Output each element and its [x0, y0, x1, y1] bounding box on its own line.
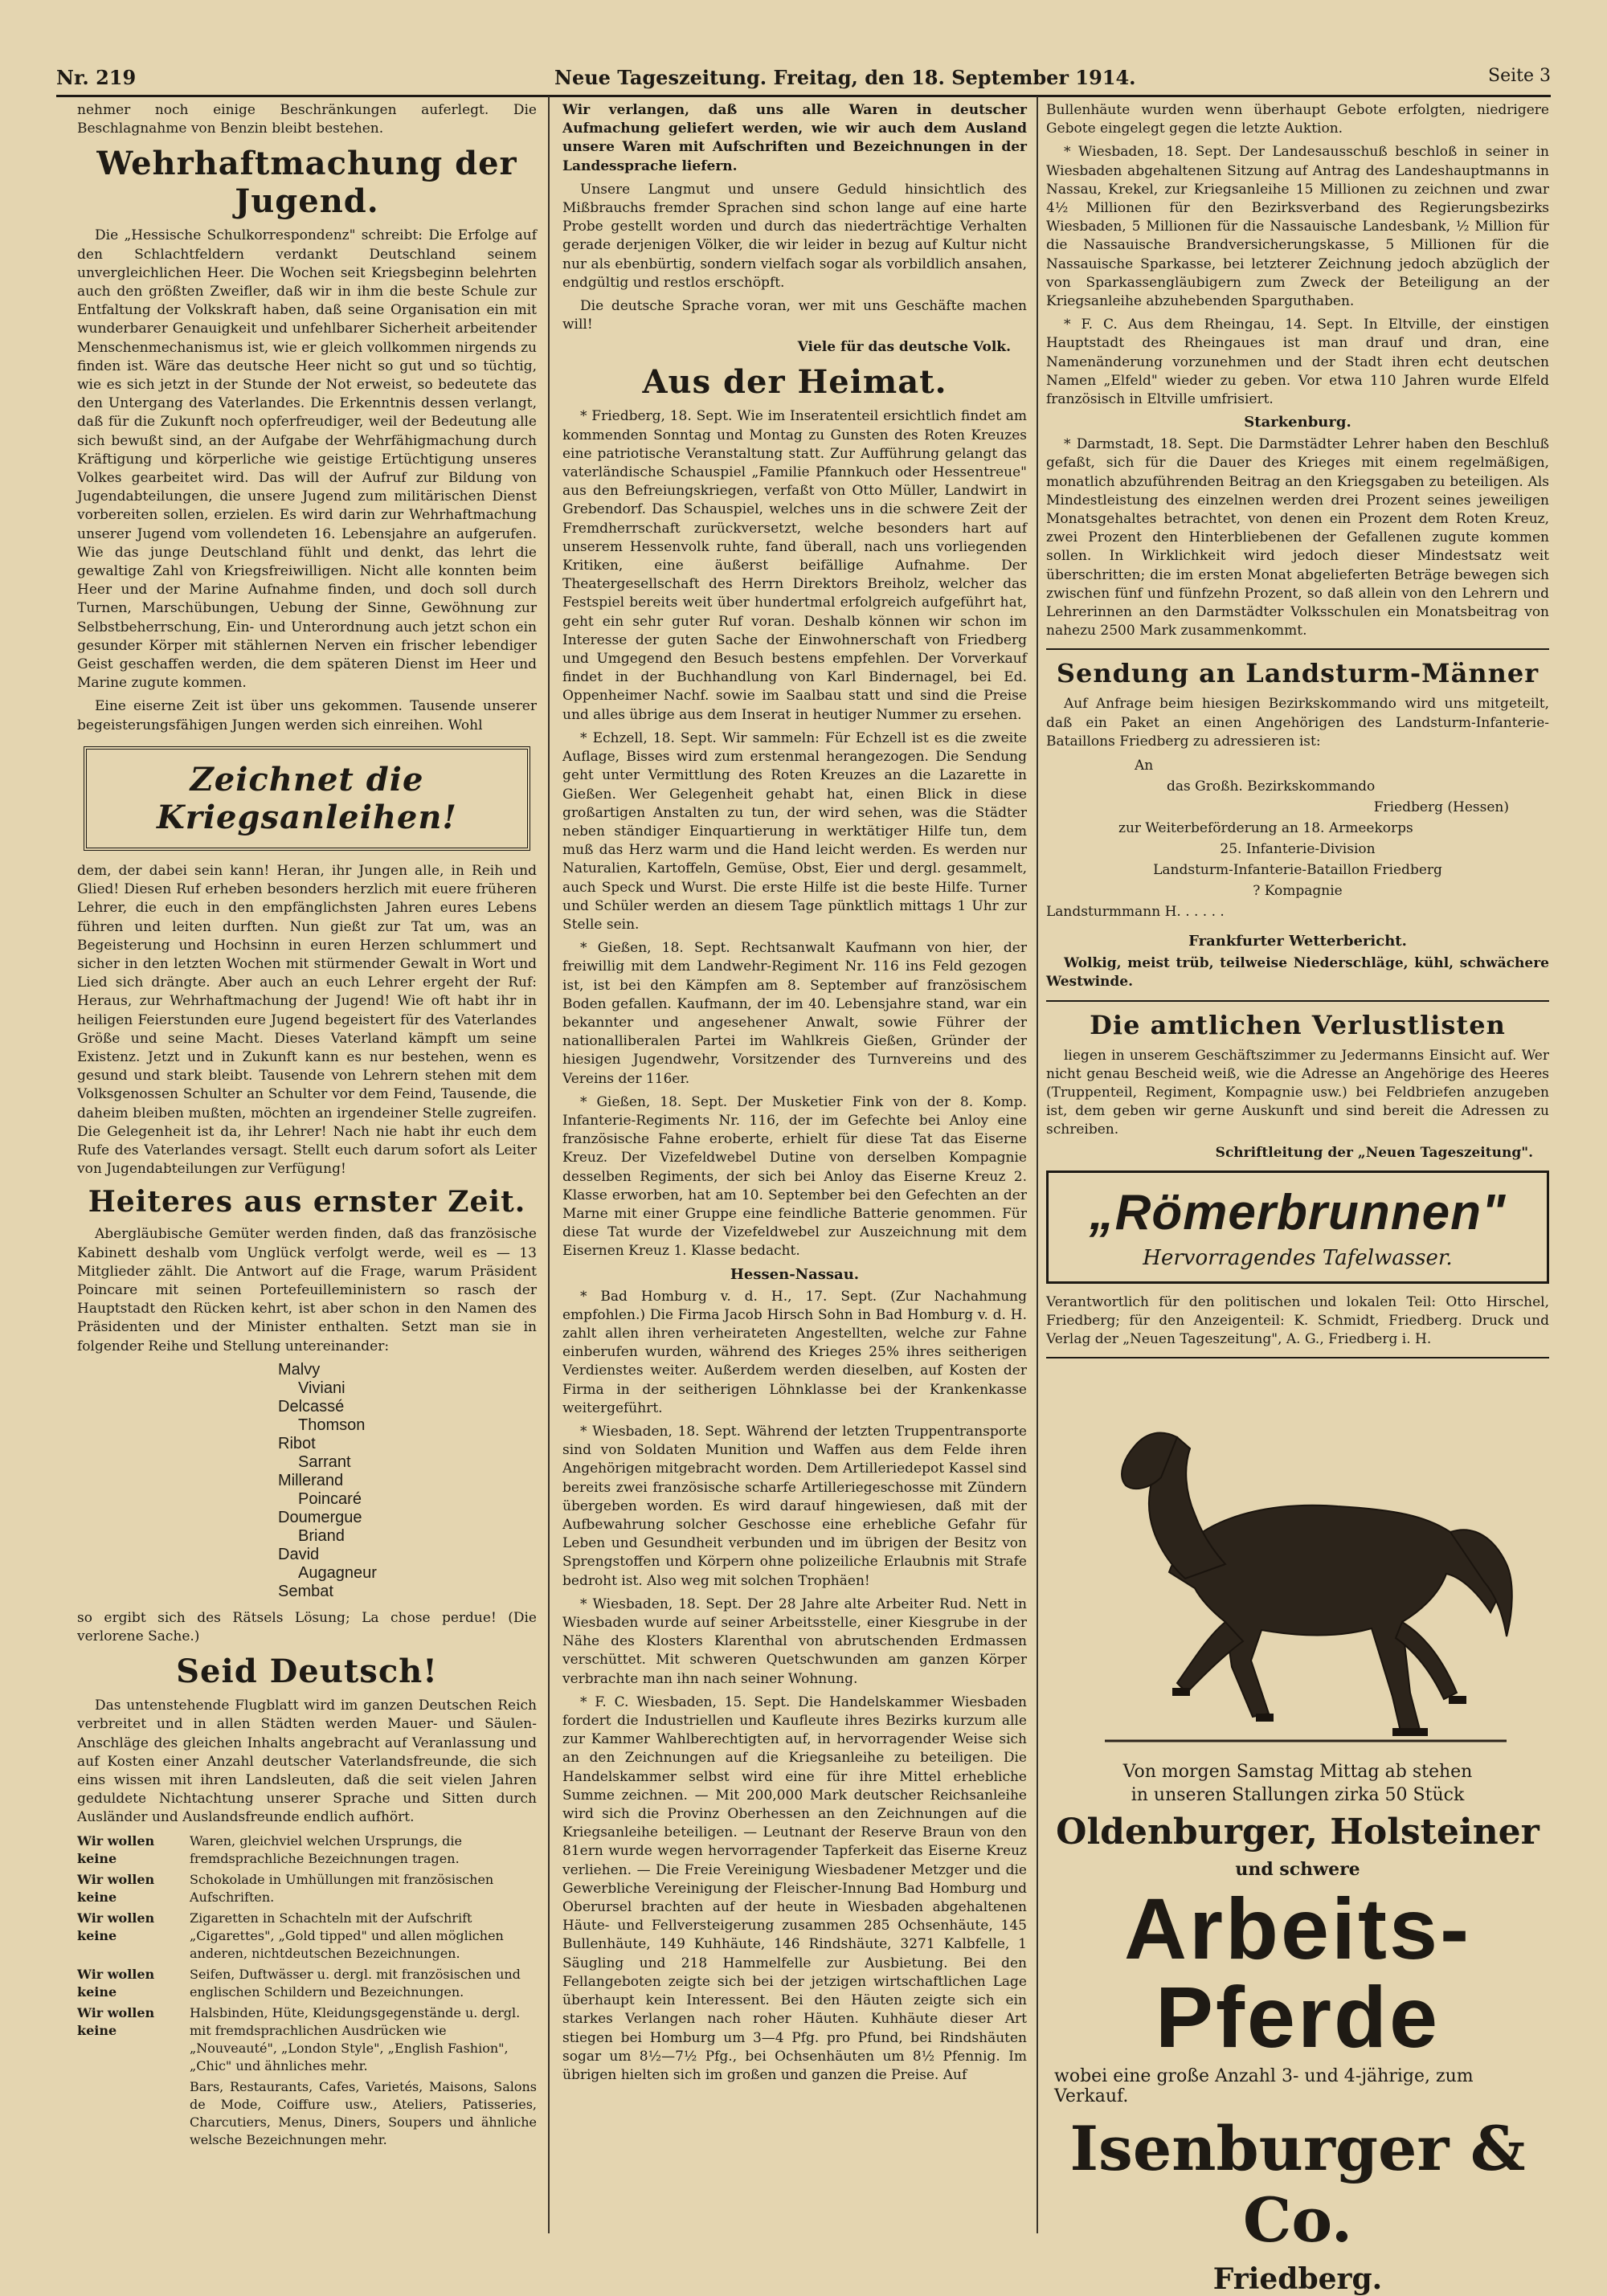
news-item: * F. C. Aus dem Rheingau, 14. Sept. In Eltville, der einstigen Hauptstadt des Rheingaues ist man drauf und dran, eine Namenänderung vorzunehmen und der Stadt ihren echt deutschen Namen „Elfeld" wieder zu geben. Vor etwa 110 Jahren wurde Elfeld französisch in Eltville umfrisiert. — [1046, 317, 1549, 408]
demand-label: Wir wollen keine — [77, 1871, 155, 1905]
issue-number: Nr. 219 — [56, 66, 137, 89]
minister-name: Briand — [298, 1526, 345, 1545]
minister-name: Poincaré — [298, 1489, 362, 1508]
demand-text: Schokolade in Umhüllungen mit französischen Aufschriften. — [190, 1871, 494, 1905]
demand-row — [77, 1966, 537, 2001]
imprint: Verantwortlich für den politischen und lokalen Teil: Otto Hirschel, Friedberg; für den Anzeigenteil: K. Schmidt, Friedberg. Druck und Verlag der „Neuen Tageszeitung", A. G., Friedberg i. H. — [1046, 1293, 1549, 1347]
paragraph: Bars, Restaurants, Cafes, Varietés, Maisons, Salons de Mode, Coiffure usw., Ateliers, Patisseries, Charcutiers, Menus, Diners, Soupers und ähnliche welsche Bezeichnungen mehr. — [190, 2078, 537, 2147]
demand-label: Wir wollen keine — [77, 1966, 155, 2000]
minister-name: Thomson — [298, 1416, 366, 1434]
war-bond-box: Zeichnet die Kriegsanleihen! — [84, 746, 530, 851]
minister-name: Malvy — [278, 1360, 321, 1379]
article-heading: Wehrhaftmachung der Jugend. — [96, 145, 517, 221]
news-item: * Gießen, 18. Sept. Rechtsanwalt Kaufmann von hier, der freiwillig mit dem Landwehr-Regiment Nr. 116 ins Feld gezogen ist, ist bei den Kämpfen am 8. September auf französischem Boden gefallen. Kaufmann, der im 40. Lebensjahre stand, war ein bekannter und angesehener Anwalt, sowie Führer der nationalliberalen Partei im Wahlkreis Gießen, Gründer der hiesigen Jugendwehr, Vorsitzender des Turnvereins und des Vereins der 116er. — [562, 940, 1027, 1087]
column-1 — [77, 101, 537, 2230]
demand-text: Halsbinden, Hüte, Kleidungsgegenstände u. dergl. mit fremdsprachlichen Ausdrücken wie „Nouveauté", „London Style", „English Fashion", „Chic" und ähnliches mehr. — [190, 2004, 521, 2073]
minister-name: Doumergue — [278, 1508, 362, 1526]
news-item: * Wiesbaden, 18. Sept. Der 28 Jahre alte Arbeiter Rud. Nett in Wiesbaden wurde auf seiner Arbeitsstelle, einer Kiesgrube in der Nähe des Klosters Klarenthal von abrutschenden Erdmassen verschüttet. Mit schweren Quetschwunden am ganzen Körper verbrachte man ihn nach seiner Wohnung. — [562, 1595, 1027, 1687]
horse-illustration — [1073, 1371, 1523, 1757]
ad-subtitle: Hervorragendes Tafelwasser. — [1143, 1245, 1453, 1270]
demand-row — [77, 1871, 537, 1906]
column-3 — [1046, 101, 1549, 2296]
weather-report: Wolkig, meist trüb, teilweise Niederschläge, kühl, schwächere Westwinde. — [1046, 955, 1549, 991]
news-item: * Wiesbaden, 18. Sept. Während der letzten Truppentransporte sind von Soldaten Munition und Waffen aus dem Felde ihren Angehörigen mitgebracht worden. Dem Artilleriedepot Kassel sind bereits zwei französische scharfe Artilleriegeschosse mit Zündern übergeben worden. Es wird darauf hingewiesen, daß mit der Aufbewahrung solcher Geschosse eine erhebliche Gefahr für Leben und Gesundheit verbunden und im übrigen der Besitz von Sprengstoffen und Körpern ohne polizeiliche Erlaubnis mit Strafe bedroht ist. Also weg mit solchen Trophäen! — [562, 1424, 1027, 1589]
paragraph: so ergibt sich des Rätsels Lösung; La chose perdue! (Die verlorene Sache.) — [77, 1609, 537, 1644]
demand-label: Wir wollen keine — [77, 1832, 155, 1866]
signature: Schriftleitung der „Neuen Tageszeitung". — [1215, 1144, 1533, 1161]
paragraph: Wir verlangen, daß uns alle Waren in deutscher Aufmachung geliefert werden, wie wir auch dem Ausland unsere Waren mit Aufschriften und Bezeichnungen in der Landessprache liefern. — [562, 102, 1027, 174]
minister-name: Viviani — [298, 1379, 346, 1397]
ad-headline: Arbeits-Pferde — [1123, 1880, 1472, 2066]
address-line: An — [1135, 758, 1154, 774]
paragraph: dem, der dabei sein kann! Heran, ihr Jungen alle, in Reih und Glied! Diesen Ruf erheben besonders herzlich mit euere früheren Lehrer, die euch in den empfänglichsten Jahren eures Lebens führen und leiten durften. Nun gießt zur Tat um, was an Begeisterung und Hochsinn in euren Herzen schlummert und sicher in den letzten Wochen mit stürmender Gewalt in Wort und Lied sich drängte. Aber auch an euch Lehrer ergeht der Ruf: Heraus, zur Wehrhaftmachung der Jugend! Wie oft habt ihr in heiligen Feierstunden eure Jugend begeistert für des Vaterlandes Größe und seine Macht. Dieses Vaterland kämpft um seine Existenz. Jetzt und in Zukunft kann es nur bestehen, wenn es gesund und stark bleibt. Tausende von Lehrern stehen mit dem Volksgenossen Schulter an Schulter vor dem Feind, Tausende, die daheim bleiben mußten, möchten an irgendeiner Stelle zugreifen. Die Gelegenheit ist da, ihr Lehrer! Nach nie habt ihr euch dem Rufe des Vaterlandes versagt. Stellt euch darum sofort als Leiter von Jugendabteilungen zur Verfügung! — [77, 862, 537, 1178]
intro-paragraph: nehmer noch einige Beschränkungen auferlegt. Die Beschlagnahme von Benzin bleibt bestehen. — [77, 102, 537, 137]
minister-name: Sarrant — [298, 1452, 351, 1471]
paragraph: Eine eiserne Zeit ist über uns gekommen. Tausende unserer begeisterungsfähigen Jungen werden sich einreihen. Wohl — [77, 698, 537, 733]
page-header — [56, 61, 1551, 93]
address-line: ? Kompagnie — [1253, 883, 1343, 900]
demand-row — [77, 1832, 537, 1868]
news-item: * Echzell, 18. Sept. Wir sammeln: Für Echzell ist es die zweite Auflage, Bisses wird zum erstenmal herangezogen. Die Sendung geht unter Vermittlung des Roten Kreuzes an die Lazarette in Gießen. Wer Gelegenheit gehabt hat, einen Blick in diese großartigen Anstalten zu tun, der wird sehen, was die Städter neben ständiger Einquartierung in werktätiger Hilfe tun, dem muß das Herz warm und die Hand leicht werden. Es werden nur Naturalien, Kartoffeln, Gemüse, Obst, Eier und dergl. gesammelt, auch Speck und Wurst. Die erste Hilfe ist die beste Hilfe. Turner und Schüler werden an diesem Tage pünktlich mittags 1 Uhr zur Stelle sein. — [562, 729, 1027, 933]
paragraph: Auf Anfrage beim hiesigen Bezirkskommando wird uns mitgeteilt, daß ein Paket an einen Angehörigen des Landsturm-Infanterie-Bataillons Friedberg zu adressieren ist: — [1046, 696, 1549, 750]
ad-text: Von morgen Samstag Mittag ab stehen — [1122, 1762, 1473, 1783]
address-line: Friedberg (Hessen) — [1373, 799, 1509, 816]
divider — [1046, 1000, 1549, 1002]
address-line: 25. Infanterie-Division — [1220, 841, 1376, 858]
paragraph: liegen in unserem Geschäftszimmer zu Jedermanns Einsicht auf. Wer nicht genau Bescheid weiß, wie die Adresse an Angehörige des Heeres (Truppenteil, Regiment, Kompagnie usw.) bei Feldbriefen anzugeben ist, dem geben wir gerne Auskunft und sind bereit die Adressen zu schreiben. — [1046, 1047, 1549, 1138]
paragraph: Die deutsche Sprache voran, wer mit uns Geschäfte machen will! — [562, 298, 1027, 333]
address-line: das Großh. Bezirkskommando — [1167, 778, 1376, 795]
minister-name: Sembat — [278, 1582, 333, 1600]
signature: Viele für das deutsche Volk. — [797, 339, 1011, 356]
paragraph: Das untenstehende Flugblatt wird im ganzen Deutschen Reich verbreitet und in allen Städten werden Mauer- und Säulen-Anschläge des gleichen Inhalts angebracht auf Veranlassung und auf Kosten einer Anzahl deutscher Vaterlandsfreunde, die sich eins wissen mit ihren Landsleuten, daß die seit vielen Jahren geduldete Nichtachtung unserer Sprache und Sitten durch Ausländer und Auslandsfreunde endlich aufhört. — [77, 1697, 537, 1826]
demand-text: Seifen, Duftwässer u. dergl. mit französischen und englischen Schildern und Bezeichnungen. — [190, 1966, 521, 2000]
ad-text: in unseren Stallungen zirka 50 Stück — [1131, 1785, 1465, 1806]
demand-row — [77, 1910, 537, 1963]
article-heading: Die amtlichen Verlustlisten — [1090, 1009, 1506, 1040]
column-divider — [548, 96, 550, 2233]
minister-name-list — [278, 1361, 537, 1601]
article-heading: Aus der Heimat. — [642, 363, 947, 402]
ad-city: Friedberg. — [1212, 2262, 1383, 2296]
weather-heading: Frankfurter Wetterbericht. — [1188, 933, 1407, 950]
demand-text: Waren, gleichviel welchen Ursprungs, die fremdsprachliche Bezeichnungen tragen. — [190, 1832, 462, 1866]
minister-name: Ribot — [278, 1434, 316, 1452]
minister-name: Augagneur — [298, 1563, 377, 1582]
ad-firm-name: Isenburger & Co. — [1069, 2113, 1526, 2257]
minister-name: Millerand — [278, 1471, 344, 1489]
address-line: zur Weiterbeförderung an 18. Armeekorps — [1118, 820, 1413, 837]
article-heading: Seid Deutsch! — [176, 1653, 438, 1691]
divider — [1046, 648, 1549, 650]
region-subheading: Starkenburg. — [1244, 414, 1351, 431]
demand-text: Zigaretten in Schachteln mit der Aufschrift „Cigarettes", „Gold tipped" und allen möglichen anderen, nichtdeutschen Bezeichnungen. — [190, 1910, 504, 1961]
news-item: * Bad Homburg v. d. H., 17. Sept. (Zur Nachahmung empfohlen.) Die Firma Jacob Hirsch Sohn in Bad Homburg v. d. H. zahlt allen ihren verheirateten Angestellten, welche zur Fahne einberufen wurden, während des Krieges 25% ihres seitherigen Verdienstes weiter. Außerdem werden dieselben, auf Kosten der Firma in der seitherigen Löhnklasse bei der Krankenkasse weitergeführt. — [562, 1288, 1027, 1416]
column-divider — [1037, 96, 1038, 2233]
minister-name: David — [278, 1545, 320, 1563]
article-heading: Heiteres aus ernster Zeit. — [88, 1185, 526, 1219]
paragraph: Bullenhäute wurden wenn überhaupt Gebote erfolgten, niedrigere Gebote eingelegt gegen die letzte Auktion. — [1046, 102, 1549, 137]
address-line: Landsturmmann H. . . . . . — [1046, 904, 1225, 921]
paragraph: Abergläubische Gemüter werden finden, daß das französische Kabinett deshalb vom Unglück verfolgt werde, weil es — 13 Mitglieder zählt. Die Antwort auf die Frage, warum Präsident Poincare mit seinen Portefeuilleministern so rasch der Hauptstadt den Rücken kehrt, ist aber schon in den Namen des Präsidenten und der Minister enthalten. Setzt man sie in folgender Reihe und Stellung untereinander: — [77, 1226, 537, 1354]
divider — [1046, 1357, 1549, 1358]
column-2 — [562, 101, 1027, 2230]
news-item: * Friedberg, 18. Sept. Wie im Inseratenteil ersichtlich findet am kommenden Sonntag und Montag zu Gunsten des Roten Kreuzes eine patriotische Veranstaltung statt. Zur Aufführung gelangt das vaterländische Schauspiel „Familie Pfannkuch oder Hessentreue" aus den Befreiungskriegen, verfaßt von Otto Müller, Landwirt in Grebendorf. Das Schauspiel, welches uns in die schwere Zeit der Fremdherrschaft zurückversetzt, welche besonders hart auf unserem Hessenvolk ruhte, fand überall, nach uns vorliegenden Kritiken, eine äußerst beifällige Aufnahme. Der Theatergesellschaft des Herrn Direktors Breiholz, welcher das Festspiel bereits weit über hundertmal erfolgreich aufgeführt hat, geht ein sehr guter Ruf voran. Deshalb können wir schon im Interesse der guten Sache der Einwohnerschaft von Friedberg und Umgegend den Besuch bestens empfehlen. Der Vorverkauf findet in der Buchhandlung von Karl Bindernagel, bei Ed. Oppenheimer Nachf. sowie im Saalbau statt und sind die Preise und alles übrige aus dem Inserat in heutiger Nummer zu ersehen. — [562, 408, 1027, 723]
address-line: Landsturm-Infanterie-Bataillon Friedberg — [1153, 862, 1442, 879]
ad-text: wobei eine große Anzahl 3- und 4-jährige, zum Verkauf. — [1054, 2066, 1474, 2107]
demand-label: Wir wollen keine — [77, 2004, 155, 2038]
article-heading: Sendung an Landsturm-Männer — [1056, 658, 1540, 689]
paragraph: Die „Hessische Schulkorrespondenz" schreibt: Die Erfolge auf den Schlachtfeldern verdankt Deutschland seinem unvergleichlichen Heer. Die Wochen seit Kriegsbeginn belehrten auch den größten Zweifler, daß wir in ihm die beste Schule zur Entfaltung der Volkskraft haben, daß seine Organisation ein mit wunderbarer Genauigkeit und unfehlbarer Sicherheit arbeitender Menschenmechanismus ist, wie er gleich vollkommen nirgends zu finden ist. Wäre das deutsche Heer nicht so gut und so tüchtig, wie es sich jetzt in der Stunde der Not erweist, so bedeutete das den Untergang des Vaterlandes. Die Erkenntnis dessen verlangt, daß für die Zukunft noch opferfreudiger, weil der Bedeutung alle sich bewußt sind, an der Aufgabe der Wehrfähigmachung durch Kräftigung und körperliche wie geistige Ertüchtigung unseres Volkes gearbeitet wird. Das will der Aufruf zur Bildung von Jugendabteilungen, die unsere Jugend zum militärischen Dienst vorbereiten sollen, erzielen. Es wird darin zur Wehrhaftmachung unserer Jugend vom vollendeten 16. Lebensjahre an aufgerufen. Wie das junge Deutschland fühlt und denkt, das lehrt die gewaltige Zahl von Kriegsfreiwilligen. Nicht alle konnten beim Heer und der Marine Aufnahme finden, und doch soll durch Turnen, Marschübungen, Uebung der Sinne, Gewöhnung zur Selbstbeherrschung, Ein- und Unterordnung auch jetzt schon ein gesunder Körper mit stählernen Nerven ein frischer lebendiger Geist geschaffen werden, die dem späteren Dienst im Heer und Marine zugute kommen. — [77, 227, 537, 692]
news-item: * Darmstadt, 18. Sept. Die Darmstädter Lehrer haben den Beschluß gefaßt, sich für die Dauer des Krieges mit einem regelmäßigen, monatlich abzuführenden Beitrag an den Kriegsgaben zu beteiligen. Als Mindestleistung des einzelnen werden drei Prozent seines jeweiligen Monatsgehaltes betrachtet, von denen ein Prozent dem Roten Kreuz, zwei Prozent den Hinterbliebenen der Gefallenen zugute kommen sollen. In Wirklichkeit wird jedoch dieser Mindestsatz weit überschritten; die im ersten Monat abgelieferten Beträge bewegen sich zwischen fünf und fünfzehn Prozent, so daß allein von den Lehrern und Lehrerinnen an den Darmstädter Volksschulen ein Monatsbeitrag von nahezu 2500 Mark zusammenkommt. — [1046, 436, 1549, 639]
news-item: * F. C. Wiesbaden, 15. Sept. Die Handelskammer Wiesbaden fordert die Industriellen und Kaufleute ihres Bezirks kurzum alle zur Kammer Wahlberechtigten auf, in hervorragender Weise sich an den Zeichnungen auf die Kriegsanleihe zu beteiligen. Die Handelskammer selbst wird eine für ihre Mittel erhebliche Summe zeichnen. — Mit 200,000 Mark deutscher Reichsanleihe wird sich die Provinz Oberhessen an den Zeichnungen auf die Kriegsanleihe beteiligen. — Leutnant der Reserve Braun von den 81ern wurde wegen hervorragender Tapferkeit das Eiserne Kreuz verliehen. — Die Freie Vereinigung Wiesbadener Metzger und die Gewerbliche Vereinigung der Fleischer-Innung Bad Homburg und Oberursel brachten auf der heute in Wiesbaden abgehaltenen Häute- und Fellversteigerung zusammen 285 Ochsenhäute, 145 Bullenhäute, 149 Kuhhäute, 146 Rindshäute, 3271 Kalbfelle, 1 Säugling und 218 Hammelfelle zur Ausbietung. Bei den Fellangeboten zeigte sich bei der jetzigen wirtschaftlichen Lage überhaupt kein Interessent. Bei den Häuten zeigte sich ein starkes Verlangen nach roher Häuten. Kuhhäute dieser Art stiegen bei Homburg um 3—4 Pfg. pro Pfund, bei Rindshäuten sogar um 8½—7½ Pfg., bei Ochsenhäuten um 8½ Pfennig. Im übrigen hielten sich im großen und ganzen die Preise. Auf — [562, 1693, 1027, 2083]
region-subheading: Hessen-Nassau. — [730, 1265, 860, 1283]
minister-name: Delcassé — [278, 1397, 345, 1416]
roemerbrunnen-ad — [1046, 1170, 1549, 1284]
ad-title: „Römerbrunnen" — [1089, 1184, 1507, 1240]
demand-label: Wir wollen keine — [77, 1910, 155, 1943]
ad-breeds: Oldenburger, Holsteiner — [1056, 1812, 1540, 1853]
page-number: Seite 3 — [1488, 66, 1551, 86]
header-rule — [56, 95, 1551, 97]
news-item: * Wiesbaden, 18. Sept. Der Landesausschuß beschloß in seiner in Wiesbaden abgehaltenen Sitzung auf Antrag des Landeshauptmanns in Nassau, Krekel, zur Kriegsanleihe 15 Millionen zu zeichnen und zwar 4½ Millionen für den Bezirksverband des Regierungsbezirks Wiesbaden, 5 Millionen für die Nassauische Landesbank, ½ Million für die Nassauische Brandversicherungskasse, 5 Millionen für die Nassauische Sparkasse, bei letzterer Zeichnung jedoch abzüglich der von Sparkassengläubigern zum Zweck der Beteiligung an der Kriegsanleihe abzuhebenden Sparguthaben. — [1046, 144, 1549, 310]
ad-text: und schwere — [1235, 1859, 1360, 1881]
news-item: * Gießen, 18. Sept. Der Musketier Fink von der 8. Komp. Infanterie-Regiments Nr. 116, der im Gefechte bei Anloy eine französische Fahne eroberte, erhielt für diese Tat das Eiserne Kreuz. Der Vizefeldwebel Dutine von derselben Kompagnie desselben Regiments, der sich bei Anloy das Eiserne Kreuz 2. Klasse erworben, hat am 10. September bei den Gefechten an der Marne mit einer Gruppe eine feindliche Batterie genommen. Für diese Tat wurde der Vizefeldwebel zur Auszeichnung mit dem Eisernen Kreuz 1. Klasse bedacht. — [562, 1093, 1027, 1260]
masthead-line: Neue Tageszeitung. Freitag, den 18. September 1914. — [554, 66, 1136, 89]
demand-row — [77, 2004, 537, 2075]
paragraph: Unsere Langmut und unsere Geduld hinsichtlich des Mißbrauchs fremder Sprachen sind schon lange auf eine harte Probe gestellt worden und durch das niederträchtige Verhalten gerade derjenigen Völker, die wir leider in bezug auf Kultur nicht nur als ebenbürtig, sondern vielfach sogar als vorbildlich ansahen, endgültig und restlos erschöpft. — [562, 181, 1027, 291]
